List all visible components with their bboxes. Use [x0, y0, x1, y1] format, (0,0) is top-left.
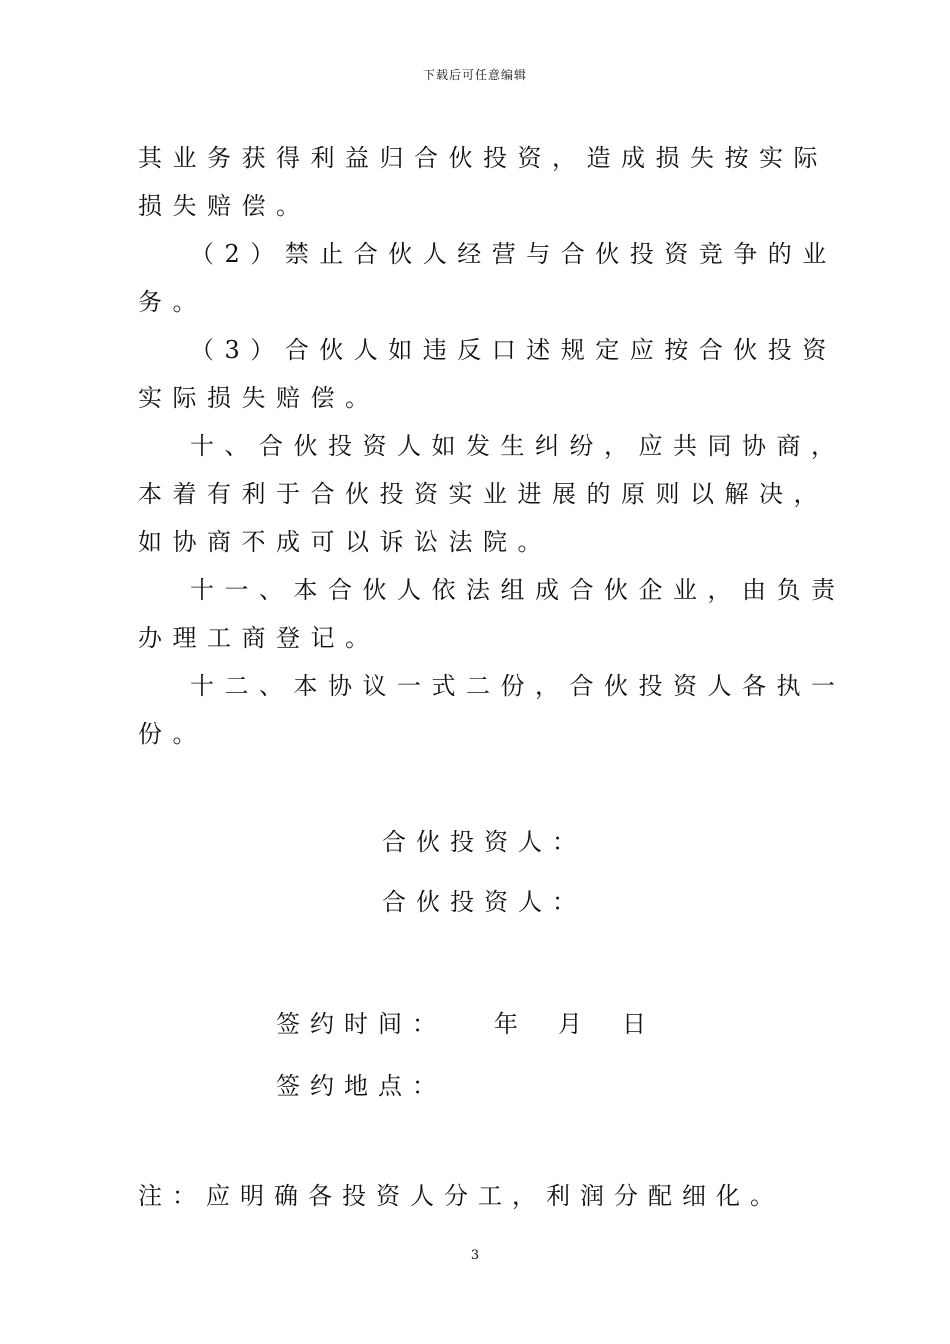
date-month: 月	[558, 1010, 592, 1038]
paragraph-1: 其业务获得利益归合伙投资，造成损失按实际损失赔偿。	[138, 144, 828, 220]
signature-investor-2: 合伙投资人：	[382, 888, 586, 916]
signing-date-label: 签约时间：	[276, 1010, 446, 1038]
date-year: 年	[494, 1010, 528, 1038]
signing-place-label: 签约地点：	[276, 1072, 446, 1100]
paragraph-5: 十一、本合伙人依法组成合伙企业，由负责办理工商登记。	[138, 576, 846, 652]
paragraph-2: （2）禁止合伙人经营与合伙投资竞争的业务。	[138, 240, 837, 316]
date-day: 日	[622, 1010, 656, 1038]
signing-place-line	[276, 1066, 446, 1101]
paragraph-4: 十、合伙投资人如发生纠纷，应共同协商，本着有利于合伙投资实业进展的原则以解决，如协商不成可以诉讼法院。	[138, 432, 846, 556]
page-number: 3	[470, 1248, 480, 1263]
paragraph-3: （3）合伙人如违反口述规定应按合伙投资实际损失赔偿。	[138, 336, 837, 412]
signature-investor-1: 合伙投资人：	[382, 828, 586, 856]
document-body	[138, 134, 858, 758]
page-header: 下载后可任意编辑	[422, 68, 527, 82]
signing-date-line	[276, 1004, 656, 1039]
footnote: 注：应明确各投资人分工，利润分配细化。	[138, 1182, 784, 1210]
paragraph-6: 十二、本协议一式二份，合伙投资人各执一份。	[138, 672, 846, 748]
